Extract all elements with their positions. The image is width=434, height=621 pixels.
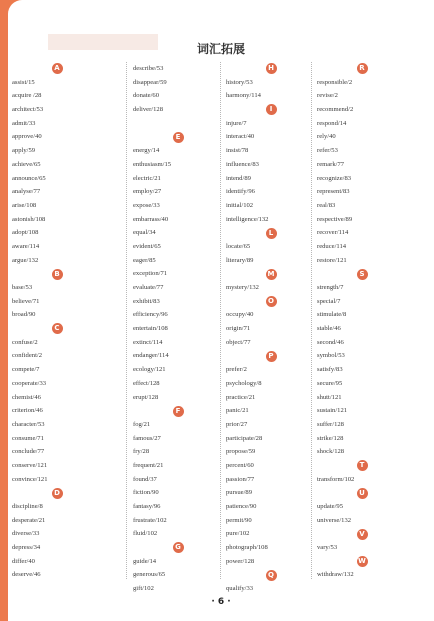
vocab-entry: second/46	[317, 338, 344, 346]
vocab-entry: strength/7	[317, 284, 344, 291]
vocab-entry: desperate/21	[12, 516, 46, 524]
vocab-entry: passion/77	[226, 475, 255, 483]
section-header	[317, 267, 407, 281]
vocab-entry: panic/21	[226, 407, 249, 415]
section-letter-badge: B	[52, 269, 63, 280]
vocab-entry: frequent/21	[133, 461, 164, 469]
vocab-entry: pursue/89	[226, 489, 253, 497]
vocab-entry: reduce/114	[317, 242, 347, 250]
vocab-entry: literary/89	[226, 256, 254, 264]
vocab-entry: permit/90	[226, 516, 252, 524]
vocab-entry: entertain/108	[133, 325, 168, 333]
section-letter-badge: W	[358, 557, 366, 566]
vocab-entry: photograph/108	[226, 544, 268, 552]
vocab-entry: patience/90	[226, 503, 257, 510]
page-title: 词汇拓展	[196, 42, 245, 56]
vocab-entry: argue/132	[12, 256, 39, 264]
vocab-entry: insist/78	[226, 147, 249, 155]
vocab-entry: equal/34	[133, 229, 156, 237]
vocab-entry: rely/40	[317, 133, 336, 141]
section-letter-badge: L	[266, 228, 277, 239]
vocab-entry: gift/102	[133, 585, 154, 593]
vocab-entry: electric/21	[133, 174, 161, 182]
vocab-entry: deliver/128	[133, 106, 164, 114]
vocab-entry: universe/132	[317, 516, 352, 524]
vocab-entry: propose/59	[226, 448, 256, 456]
vocab-entry: occupy/40	[226, 311, 254, 319]
vocab-entry: compete/7	[12, 366, 40, 374]
vocab-entry: stimulate/8	[317, 311, 347, 319]
vocab-entry: psychology/8	[226, 379, 262, 387]
vocab-entry: intend/89	[226, 174, 251, 182]
vocabulary-page	[8, 0, 434, 621]
vocab-entry: character/53	[12, 420, 45, 428]
vocab-entry: embarrass/40	[133, 215, 169, 223]
vocab-entry: believe/71	[12, 297, 40, 305]
word-column-4	[317, 62, 407, 582]
vocab-entry: update/95	[317, 503, 344, 510]
vocab-entry: confident/2	[12, 352, 43, 360]
vocab-entry: stable/46	[317, 325, 341, 333]
vocab-entry: fog/21	[133, 420, 151, 428]
section-header	[12, 486, 102, 500]
vocab-entry: history/53	[226, 78, 253, 86]
vocab-entry: depress/34	[12, 544, 41, 552]
vocab-entry: practice/21	[226, 393, 256, 401]
vocab-entry: diverse/33	[12, 530, 40, 538]
vocab-entry: shock/128	[317, 448, 345, 456]
section-letter-badge: G	[173, 542, 184, 553]
vocab-entry: assist/15	[12, 78, 35, 86]
section-letter-badge: D	[52, 488, 63, 499]
section-header	[226, 226, 316, 240]
vocab-entry: convince/121	[12, 475, 48, 483]
vocab-entry: aware/114	[12, 242, 40, 250]
vocab-entry: responsible/2	[317, 78, 353, 86]
vocab-entry: consume/71	[12, 434, 44, 442]
vocab-entry: pure/102	[226, 530, 250, 538]
vocab-entry: revise/2	[317, 92, 338, 100]
vocab-entry: participate/28	[226, 434, 263, 442]
section-header	[226, 103, 316, 117]
vocab-entry: prior/27	[226, 420, 248, 428]
section-header	[226, 62, 316, 76]
vocab-entry: describe/53	[133, 65, 164, 72]
vocab-entry: employ/27	[133, 188, 162, 196]
vocab-entry: frustrate/102	[133, 516, 167, 524]
vocab-entry: recognize/83	[317, 174, 352, 182]
section-header	[133, 541, 223, 555]
vocab-entry: fluid/102	[133, 530, 158, 538]
section-header	[226, 349, 316, 363]
vocab-entry: restore/121	[317, 256, 347, 264]
vocab-entry: disappear/59	[133, 78, 167, 86]
vocab-entry: recommend/2	[317, 106, 354, 114]
vocab-entry: confuse/2	[12, 338, 38, 346]
vocab-entry: initial/102	[226, 201, 254, 209]
vocab-entry: ecology/121	[133, 366, 166, 374]
section-header	[317, 62, 407, 76]
vocab-entry: sustain/121	[317, 407, 348, 415]
vocab-entry: found/37	[133, 475, 157, 483]
vocab-entry: conclude/77	[12, 448, 45, 456]
section-header	[317, 555, 407, 569]
vocab-entry: prefer/2	[226, 366, 247, 374]
section-letter-badge: R	[357, 63, 368, 74]
section-header	[226, 267, 316, 281]
vocab-entry: object/77	[226, 338, 251, 346]
vocab-entry: deserve/46	[12, 571, 41, 579]
vocab-entry: qualify/33	[226, 585, 254, 593]
section-letter-badge: Q	[266, 570, 277, 581]
vocab-entry: admit/33	[12, 119, 36, 127]
vocab-entry: withdraw/132	[317, 571, 354, 579]
vocab-entry: percent/60	[226, 461, 254, 469]
section-letter-badge: M	[266, 269, 277, 280]
vocab-entry: guide/14	[133, 557, 157, 565]
vocab-entry: identify/96	[226, 188, 255, 196]
vocab-entry: endanger/114	[133, 352, 169, 360]
vocab-entry: famous/27	[133, 434, 161, 442]
vocab-entry: evident/65	[133, 242, 161, 250]
section-header	[226, 568, 316, 582]
vocab-entry: refer/53	[317, 147, 338, 155]
vocab-entry: harmony/114	[226, 92, 261, 100]
section-header	[317, 527, 407, 541]
vocab-entry: origin/71	[226, 325, 251, 333]
vocab-entry: acquire /28	[12, 92, 42, 100]
vocab-entry: efficiency/96	[133, 311, 168, 319]
vocab-entry: donate/60	[133, 92, 160, 100]
section-letter-badge: C	[52, 323, 63, 334]
vocab-entry: satisfy/83	[317, 366, 343, 374]
word-column-1	[12, 62, 102, 582]
vocab-entry: announce/65	[12, 174, 46, 182]
vocab-entry: energy/14	[133, 147, 160, 155]
section-header	[12, 62, 102, 76]
vocab-entry: interact/40	[226, 133, 255, 141]
vocab-entry: architect/53	[12, 106, 44, 114]
column-divider	[126, 62, 127, 579]
section-header	[12, 267, 102, 281]
vocab-entry: exhibit/83	[133, 297, 160, 305]
vocab-entry: analyse/77	[12, 188, 41, 196]
section-letter-badge: H	[266, 63, 277, 74]
vocab-entry: eager/85	[133, 256, 156, 264]
page-number: · 6 ·	[211, 597, 231, 607]
vocab-entry: influence/83	[226, 160, 259, 168]
vocab-entry: mystery/132	[226, 284, 259, 291]
word-column-2	[133, 62, 223, 596]
section-letter-badge: U	[357, 488, 368, 499]
section-letter-badge: A	[52, 63, 63, 74]
section-letter-badge: V	[357, 529, 368, 540]
vocab-entry: strike/128	[317, 434, 344, 442]
vocab-entry: adopt/108	[12, 229, 39, 237]
vocab-entry: shutt/121	[317, 393, 342, 401]
section-letter-badge: S	[357, 269, 368, 280]
vocab-entry: secure/95	[317, 379, 343, 387]
vocab-entry: represent/83	[317, 188, 350, 196]
vocab-entry: real/83	[317, 201, 336, 209]
vocab-entry: astonish/108	[12, 215, 46, 223]
section-letter-badge: O	[266, 296, 277, 307]
vocab-entry: erupt/128	[133, 393, 159, 401]
vocab-entry: special/7	[317, 297, 341, 305]
section-header	[12, 322, 102, 336]
section-letter-badge: P	[266, 351, 277, 362]
vocab-entry: fantasy/96	[133, 503, 161, 510]
vocab-entry: injure/7	[226, 119, 247, 127]
spacer	[133, 117, 223, 131]
vocab-entry: transform/102	[317, 475, 355, 483]
vocab-entry: locate/65	[226, 242, 251, 250]
vocab-entry: remark/77	[317, 160, 345, 168]
vocab-entry: conserve/121	[12, 461, 48, 469]
vocab-entry: apply/59	[12, 147, 36, 155]
vocab-entry: differ/40	[12, 557, 35, 565]
vocab-entry: suffer/128	[317, 420, 344, 428]
vocab-entry: intelligence/132	[226, 215, 269, 223]
vocab-entry: evaluate/77	[133, 284, 164, 291]
section-letter-badge: T	[357, 460, 368, 471]
section-header	[133, 130, 223, 144]
vocab-entry: discipline/8	[12, 503, 43, 510]
section-header	[317, 459, 407, 473]
vocab-entry: recover/114	[317, 229, 349, 237]
vocab-entry: arise/108	[12, 201, 37, 209]
vocab-entry: achieve/65	[12, 160, 41, 168]
vocab-entry: base/53	[12, 284, 33, 291]
vocab-entry: generous/65	[133, 571, 166, 579]
vocab-entry: exception/71	[133, 270, 168, 278]
word-column-3	[226, 62, 316, 596]
vocab-entry: enthusiasm/15	[133, 160, 172, 168]
vocab-entry: effect/128	[133, 379, 160, 387]
section-header	[226, 295, 316, 309]
vocab-entry: criterion/46	[12, 407, 43, 415]
vocab-entry: power/128	[226, 557, 255, 565]
section-letter-badge: E	[173, 132, 184, 143]
vocab-entry: respective/89	[317, 215, 353, 223]
vocab-entry: expose/33	[133, 201, 160, 209]
vocab-entry: extinct/114	[133, 338, 163, 346]
section-letter-badge: I	[266, 104, 277, 115]
vocab-entry: fiction/90	[133, 489, 159, 497]
vocab-entry: vary/53	[317, 544, 338, 552]
section-letter-badge: F	[173, 406, 184, 417]
vocab-entry: cooperate/33	[12, 379, 47, 387]
section-header	[133, 404, 223, 418]
vocab-entry: symbol/53	[317, 352, 345, 360]
vocab-entry: approve/40	[12, 133, 42, 141]
vocab-entry: chemist/46	[12, 393, 41, 401]
section-header	[317, 486, 407, 500]
vocab-entry: fry/28	[133, 448, 150, 456]
vocab-entry: respond/14	[317, 119, 347, 127]
vocab-entry: broad/90	[12, 311, 36, 319]
